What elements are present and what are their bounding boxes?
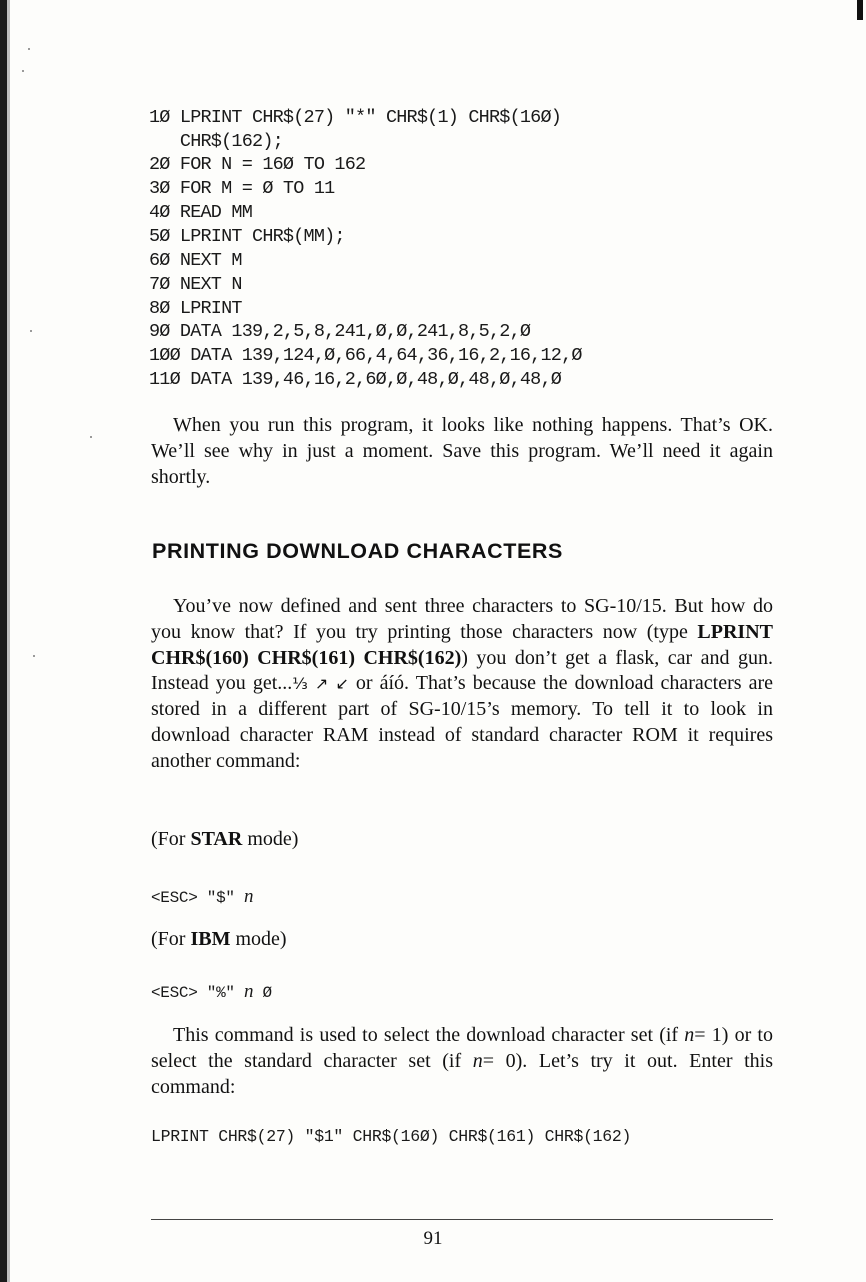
code-line: 9Ø DATA 139,2,5,8,241,Ø,Ø,241,8,5,2,Ø: [149, 321, 531, 342]
label-segment: (For: [151, 928, 191, 950]
inline-command: LPRINT CHR$(160) CHR$(161) CHR$(162): [151, 620, 773, 669]
scan-left-edge: [0, 0, 7, 1282]
star-mode-command: [151, 886, 253, 908]
command-text: <ESC> "$": [151, 889, 245, 907]
label-segment: mode): [230, 928, 287, 950]
variable-n: n: [684, 1024, 695, 1046]
paragraph-segment: ) you don’t get a flask, car and gun. Instead you get...: [151, 646, 773, 695]
code-line: 11Ø DATA 139,46,16,2,6Ø,Ø,48,Ø,48,Ø,48,Ø: [149, 369, 562, 390]
paragraph-segment: This command is used to select the download character set (if: [173, 1024, 685, 1046]
scan-speck: [30, 330, 32, 332]
label-segment: (For: [151, 828, 191, 850]
sample-glyphs: ⅓ ↗ ↙: [292, 674, 349, 694]
variable-n: n: [472, 1049, 483, 1072]
label-mode-name: STAR: [190, 828, 243, 850]
scan-speck: [90, 436, 92, 438]
code-line: CHR$(162);: [149, 131, 283, 152]
page-number: 91: [423, 1228, 443, 1249]
ibm-mode-label: [151, 926, 287, 952]
paragraph-segment: You’ve now defined and sent three characters to SG-10/15. But how do you know that? If you try printing those characters now (type: [151, 595, 773, 643]
paragraph-segment: = 0). Let’s try it out. Enter this command:: [151, 1049, 773, 1098]
scan-speck: [22, 70, 24, 72]
scan-left-shadow: [7, 0, 10, 1282]
code-line: 6Ø NEXT M: [149, 250, 242, 271]
paragraph-text: When you run this program, it looks like nothing happens. That’s OK. We’ll see why in just a moment. Save this program. We’ll need it again shortly.: [151, 414, 773, 488]
code-line: 2Ø FOR N = 16Ø TO 162: [149, 154, 366, 175]
scan-right-mark: [857, 0, 863, 20]
code-line: 7Ø NEXT N: [149, 274, 242, 295]
scan-speck: [33, 655, 35, 657]
code-line: 1Ø LPRINT CHR$(27) "*" CHR$(1) CHR$(16Ø): [149, 107, 562, 128]
paragraph-segment: = 1) or to select the standard character set (if: [151, 1024, 773, 1072]
section-heading: PRINTING DOWNLOAD CHARACTERS: [152, 539, 563, 563]
paragraph-segment: or áíó. That’s because the download characters are stored in a different part of SG-10/15’s memory. To tell it to look in download character RAM instead of standard character ROM it requires another command:: [151, 672, 773, 772]
paragraph-text: [151, 1023, 773, 1100]
paragraph-text: [151, 594, 773, 775]
paragraph-run-program: [151, 413, 773, 490]
code-line: 3Ø FOR M = Ø TO 11: [149, 178, 335, 199]
scan-speck: [28, 48, 30, 50]
final-command: LPRINT CHR$(27) "$1" CHR$(16Ø) CHR$(161) CHR$(162): [151, 1127, 632, 1146]
command-arg: n: [244, 886, 254, 907]
paragraph-defined-characters: [151, 594, 773, 775]
paragraph-select-set: [151, 1023, 773, 1100]
ibm-mode-command: [151, 981, 272, 1003]
footer-rule: [151, 1219, 773, 1220]
star-mode-label: [151, 826, 298, 852]
label-mode-name: IBM: [190, 928, 231, 950]
command-arg: n: [244, 981, 254, 1002]
code-line: 5Ø LPRINT CHR$(MM);: [149, 226, 345, 247]
label-segment: mode): [242, 828, 299, 850]
code-line: 8Ø LPRINT: [149, 298, 242, 319]
code-line: 1ØØ DATA 139,124,Ø,66,4,64,36,16,2,16,12,Ø: [149, 345, 582, 366]
command-text: Ø: [253, 984, 272, 1002]
code-line: 4Ø READ MM: [149, 202, 253, 223]
command-text: <ESC> "%": [151, 984, 245, 1002]
